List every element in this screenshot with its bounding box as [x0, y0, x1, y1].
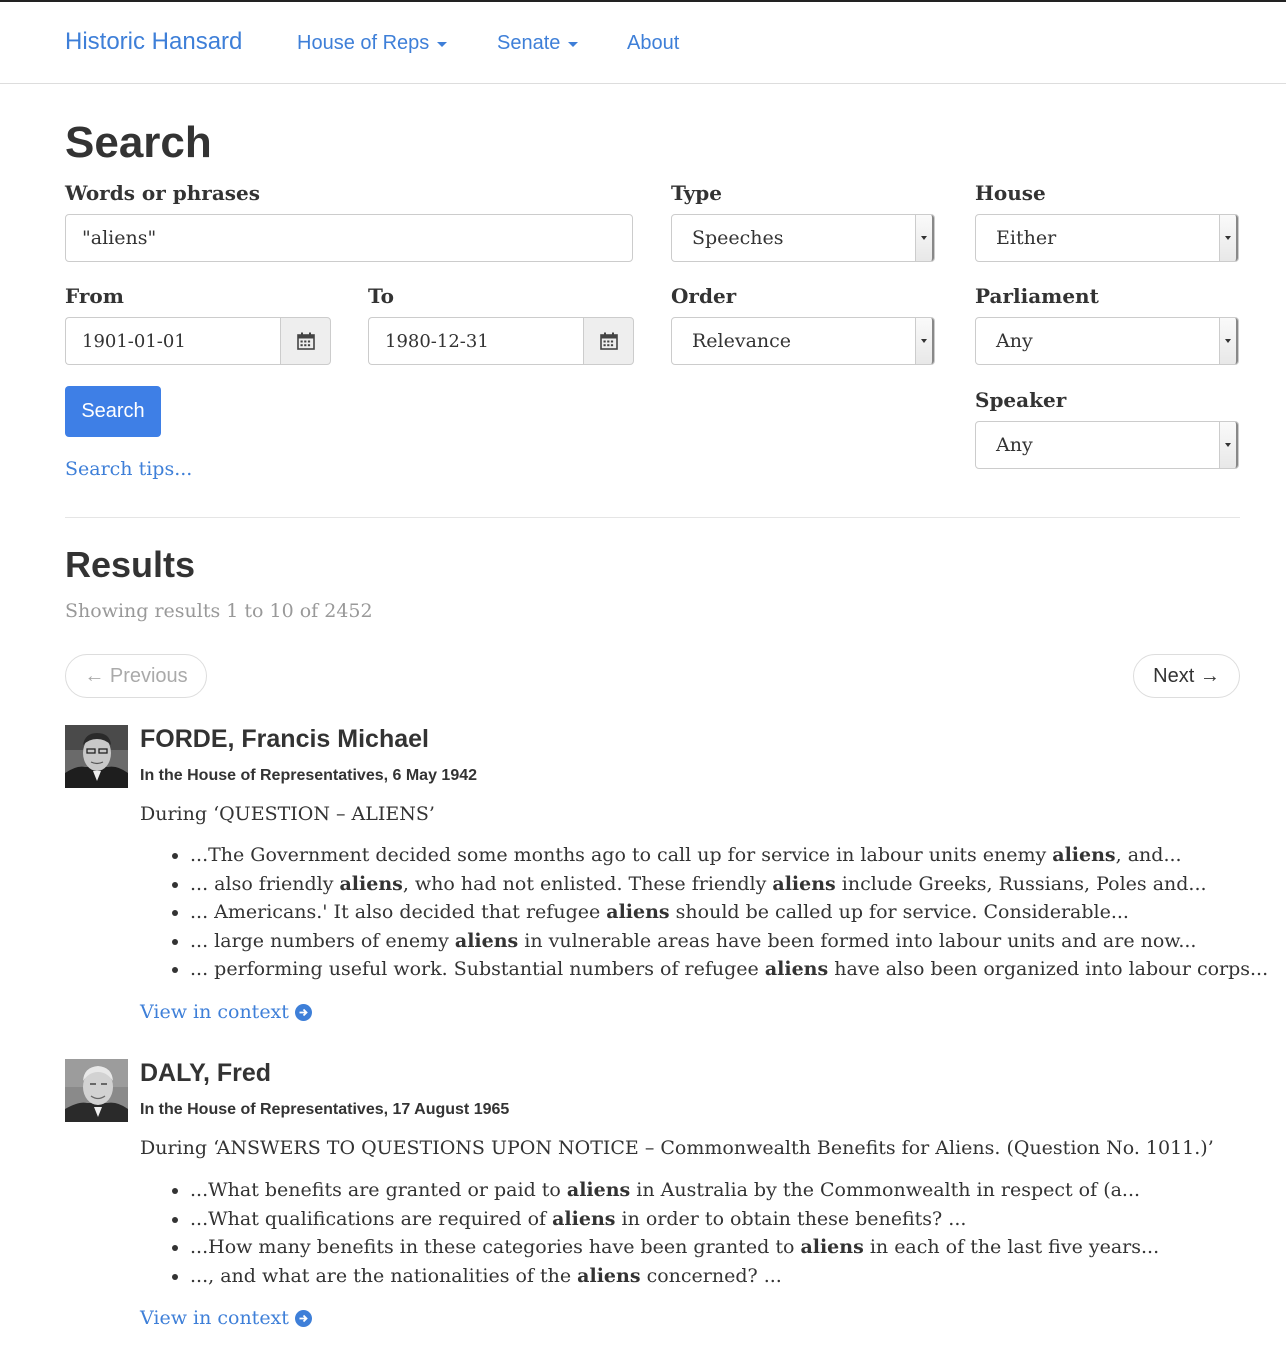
from-date-input[interactable]: 1901-01-01: [65, 317, 280, 365]
speaker-name: FORDE, Francis Michael: [140, 725, 429, 753]
parliament-select-value: Any: [996, 330, 1033, 352]
speaker-label: Speaker: [975, 388, 1067, 412]
snippet: • ...How many benefits in these categories have been granted to aliens in each of the last five years...: [190, 1233, 1159, 1262]
result-during: During ‘ANSWERS TO QUESTIONS UPON NOTICE – Commonwealth Benefits for Aliens. (Question No. 1011.)’: [140, 1137, 1214, 1159]
view-in-context-label: View in context: [140, 1001, 289, 1023]
snippet: • ...The Government decided some months ago to call up for service in labour units enemy aliens, and...: [190, 841, 1268, 870]
words-input[interactable]: "aliens": [65, 214, 633, 262]
calendar-icon[interactable]: [280, 317, 331, 365]
parliament-select[interactable]: [975, 317, 1239, 365]
speaker-name: DALY, Fred: [140, 1059, 272, 1087]
navbar: [0, 2, 1286, 84]
brand-link[interactable]: Historic Hansard: [65, 28, 243, 55]
nav-house-of-reps[interactable]: [297, 32, 447, 55]
divider: [65, 517, 1240, 518]
avatar: [65, 1059, 128, 1122]
house-select[interactable]: [975, 214, 1239, 262]
previous-button[interactable]: ← Previous: [65, 654, 207, 698]
select-arrow-icon: [915, 318, 934, 364]
snippet: • ... performing useful work. Substantial numbers of refugee aliens have also been organized into labour corps...: [190, 955, 1268, 984]
speaker-select[interactable]: [975, 421, 1239, 469]
calendar-icon[interactable]: [583, 317, 634, 365]
parliament-label: Parliament: [975, 284, 1099, 308]
order-select-value: Relevance: [692, 330, 792, 352]
caret-down-icon: [568, 42, 578, 47]
next-button[interactable]: Next →: [1133, 654, 1240, 698]
nav-senate[interactable]: [497, 32, 578, 55]
nav-senate-label: Senate: [497, 32, 561, 54]
view-in-context-link[interactable]: [140, 1307, 312, 1329]
nav-about-label: About: [627, 32, 680, 54]
select-arrow-icon: [1219, 318, 1238, 364]
results-count: Showing results 1 to 10 of 2452: [65, 600, 373, 622]
result-meta: In the House of Representatives, 17 August 1965: [140, 1101, 510, 1118]
search-tips-link[interactable]: Search tips...: [65, 458, 193, 480]
caret-down-icon: [437, 42, 447, 47]
result-item: [65, 725, 1269, 1035]
from-label: From: [65, 284, 124, 308]
snippet-list: [140, 1176, 1159, 1290]
select-arrow-icon: [915, 215, 934, 261]
order-select[interactable]: [671, 317, 935, 365]
snippet: • ...What benefits are granted or paid to aliens in Australia by the Commonwealth in respect of (a...: [190, 1176, 1159, 1205]
type-select[interactable]: [671, 214, 935, 262]
house-select-value: Either: [996, 227, 1057, 249]
page-title: Search: [65, 118, 212, 167]
to-date-group: [368, 317, 634, 365]
order-label: Order: [671, 284, 737, 308]
arrow-circle-right-icon: [295, 1004, 312, 1021]
nav-house-of-reps-label: House of Reps: [297, 32, 430, 54]
snippet: • ...What qualifications are required of aliens in order to obtain these benefits? ...: [190, 1205, 1159, 1234]
words-label: Words or phrases: [65, 181, 261, 205]
search-button[interactable]: Search: [65, 386, 161, 437]
snippet: • ... also friendly aliens, who had not enlisted. These friendly aliens include Greeks, Russians, Poles and...: [190, 870, 1268, 899]
from-date-group: [65, 317, 331, 365]
select-arrow-icon: [1219, 215, 1238, 261]
arrow-circle-right-icon: [295, 1310, 312, 1327]
snippet: • ..., and what are the nationalities of the aliens concerned? ...: [190, 1262, 1159, 1291]
to-date-input[interactable]: 1980-12-31: [368, 317, 583, 365]
type-label: Type: [671, 181, 723, 205]
results-title: Results: [65, 544, 196, 585]
type-select-value: Speeches: [692, 227, 784, 249]
view-in-context-label: View in context: [140, 1307, 289, 1329]
result-during: During ‘QUESTION – ALIENS’: [140, 803, 435, 825]
avatar: [65, 725, 128, 788]
snippet-list: [140, 841, 1268, 984]
select-arrow-icon: [1219, 422, 1238, 468]
to-label: To: [368, 284, 394, 308]
result-item: [65, 1059, 1240, 1344]
view-in-context-link[interactable]: [140, 1001, 312, 1023]
house-label: House: [975, 181, 1046, 205]
snippet: • ... large numbers of enemy aliens in vulnerable areas have been formed into labour units and are now...: [190, 927, 1268, 956]
speaker-select-value: Any: [996, 434, 1033, 456]
result-meta: In the House of Representatives, 6 May 1942: [140, 767, 478, 784]
snippet: • ... Americans.' It also decided that refugee aliens should be called up for service. Considerable...: [190, 898, 1268, 927]
nav-about[interactable]: [627, 32, 679, 55]
